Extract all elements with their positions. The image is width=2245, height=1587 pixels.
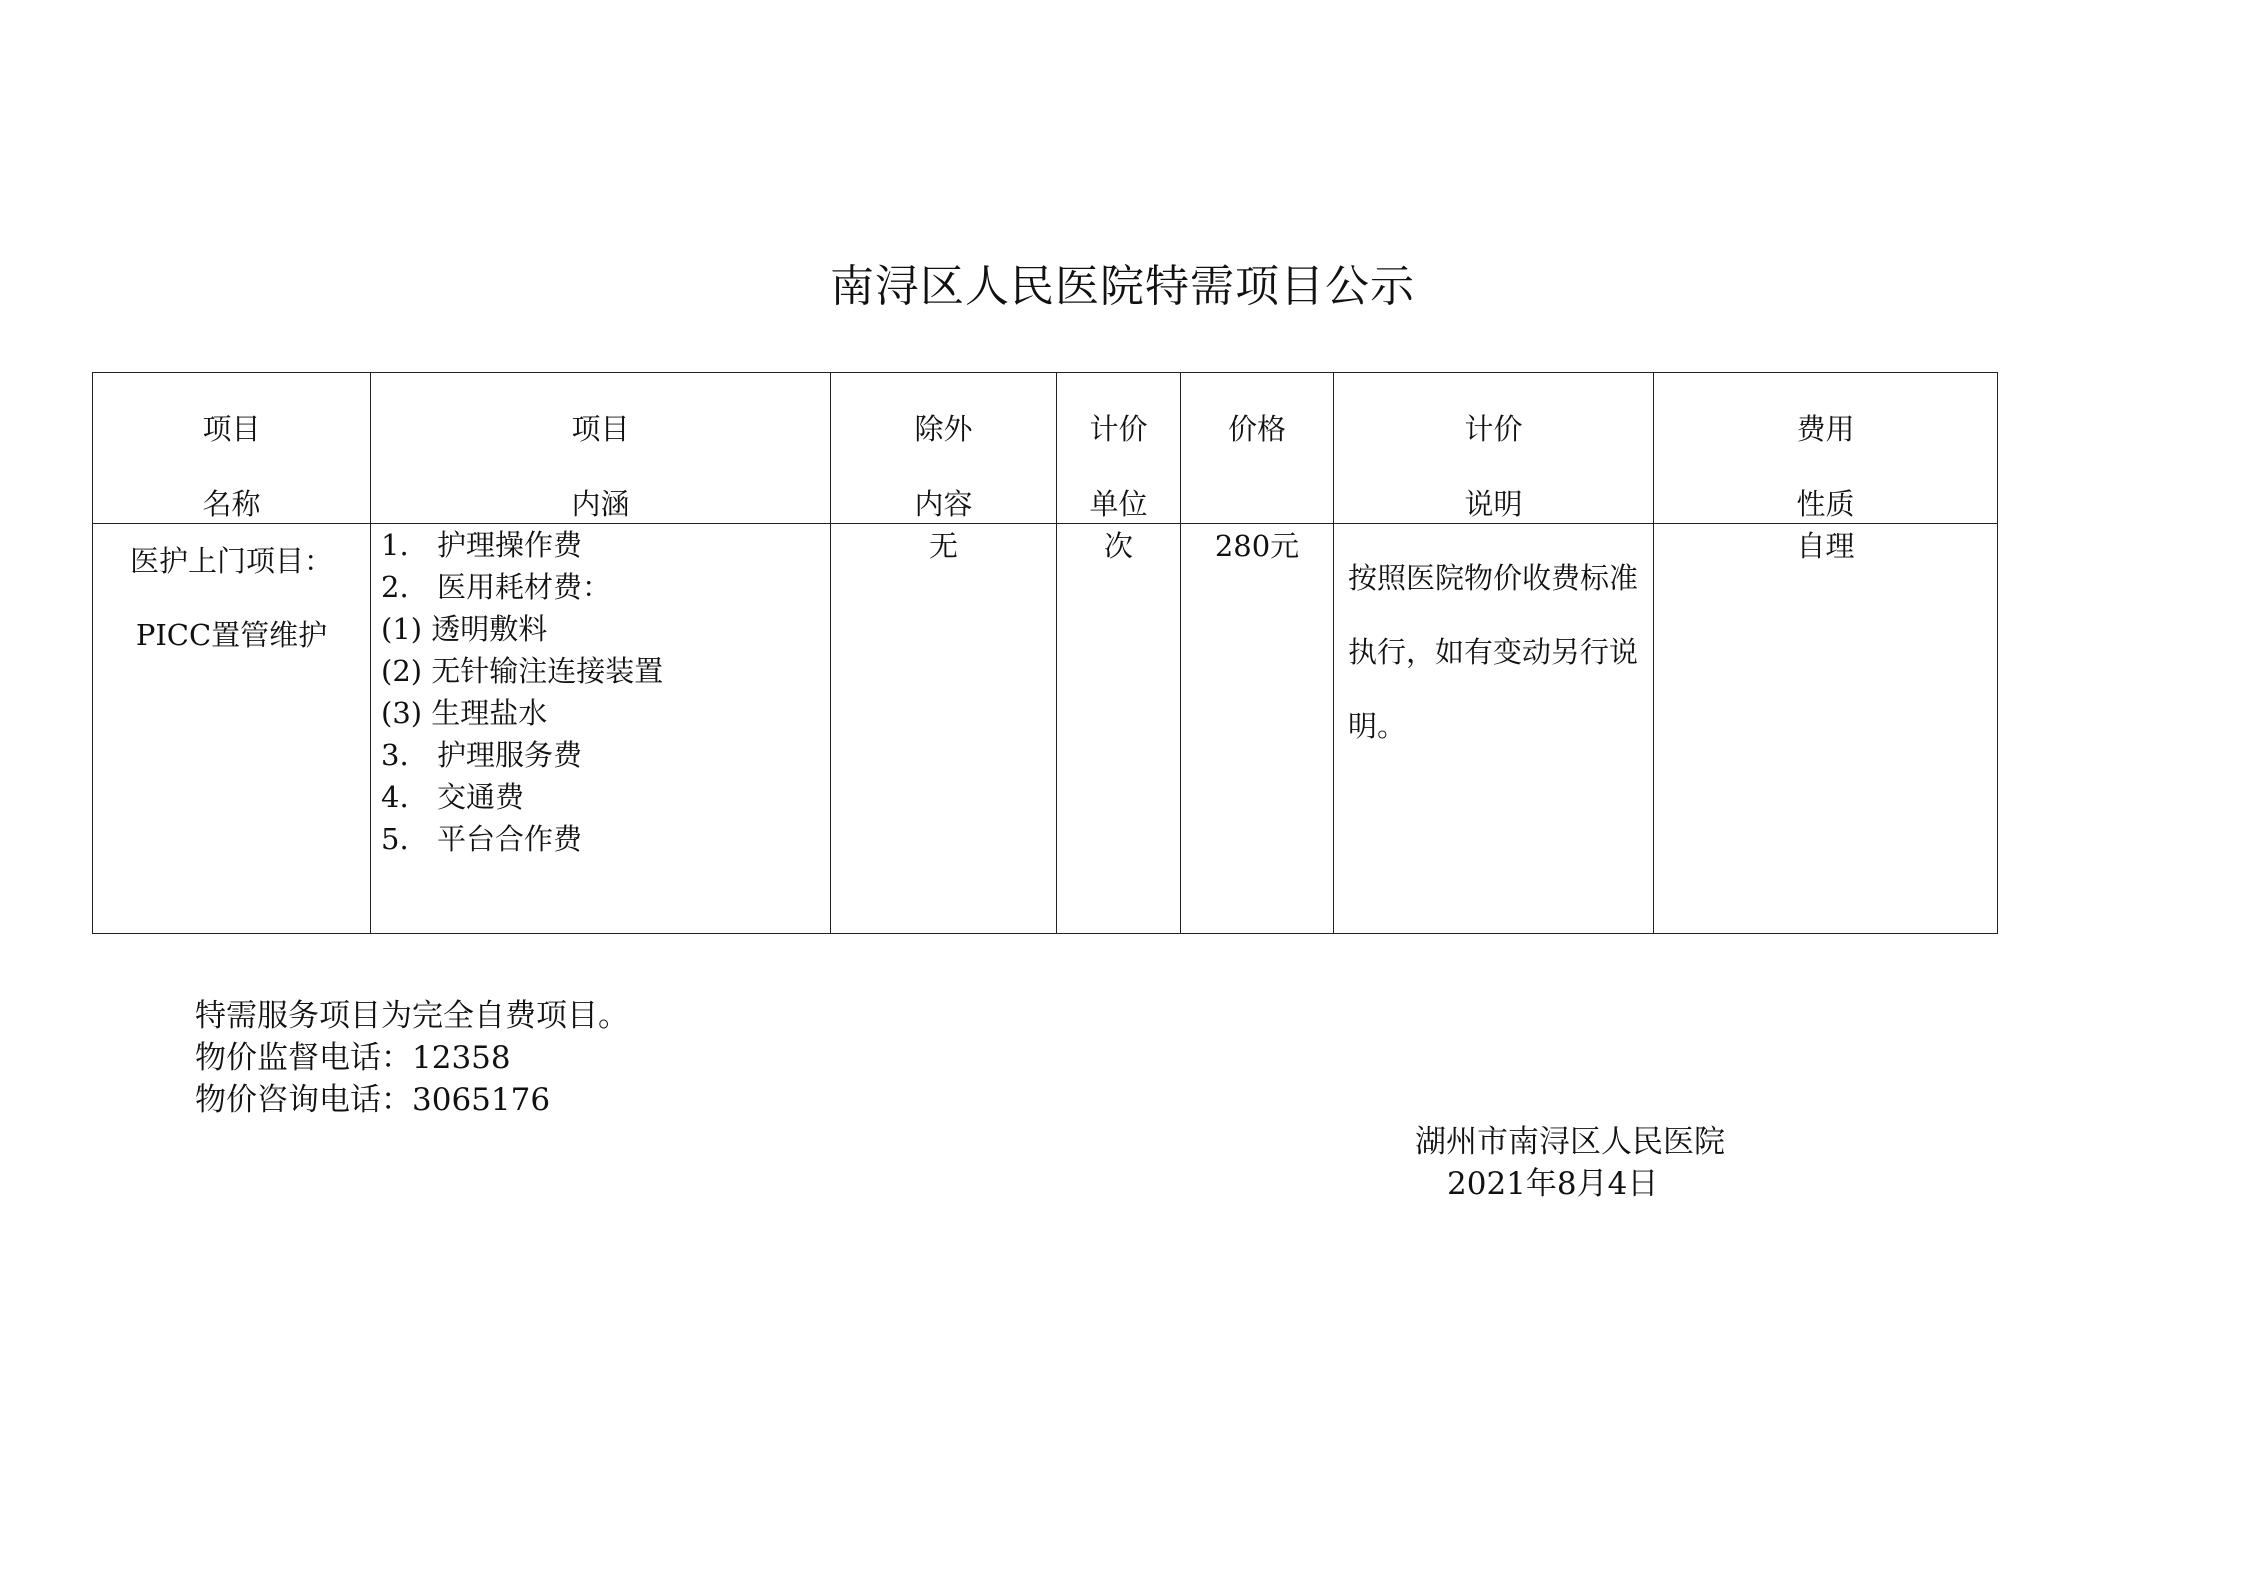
header-price: 价格 [1181,373,1334,524]
fee-table [92,372,1998,934]
header-unit: 计价 单位 [1057,373,1181,524]
list-item: (3) 生理盐水 [381,696,548,730]
page-title: 南浔区人民医院特需项目公示 [830,261,1415,312]
header-excluded: 除外 内容 [831,373,1057,524]
signature [1415,1121,1725,1205]
hospital-name: 湖州市南浔区人民医院 [1415,1124,1725,1160]
content-list [371,524,830,860]
header-pricing-note: 计价 说明 [1334,373,1654,524]
list-item: 4. 交通费 [381,780,525,814]
cell-price: 280元 [1181,524,1334,934]
cell-unit: 次 [1057,524,1181,934]
list-item: 2. 医用耗材费： [381,570,612,604]
list-item: (1) 透明敷料 [381,612,548,646]
cell-fee-type: 自理 [1654,524,1998,934]
cell-item-name: 医护上门项目： PICC置管维护 [93,524,371,934]
header-item-content: 项目 内涵 [371,373,831,524]
cell-pricing-note: 按照医院物价收费标准 执行，如有变动另行说 明。 [1334,524,1654,934]
header-fee-type: 费用 性质 [1654,373,1998,524]
list-item: 3. 护理服务费 [381,738,583,772]
list-item: (2) 无针输注连接装置 [381,654,664,688]
supervision-phone: 物价监督电话：12358 [195,1040,511,1076]
table-row [93,524,1998,934]
list-item: 1. 护理操作费 [381,528,583,562]
table-header-row [93,373,1998,524]
self-pay-note: 特需服务项目为完全自费项目。 [195,998,629,1034]
inquiry-phone: 物价咨询电话：3065176 [195,1082,551,1118]
list-item: 5. 平台合作费 [381,822,583,856]
cell-item-content [371,524,831,934]
notes [195,995,629,1121]
issue-date: 2021年8月4日 [1447,1166,1659,1202]
header-item-name: 项目 名称 [93,373,371,524]
cell-excluded: 无 [831,524,1057,934]
